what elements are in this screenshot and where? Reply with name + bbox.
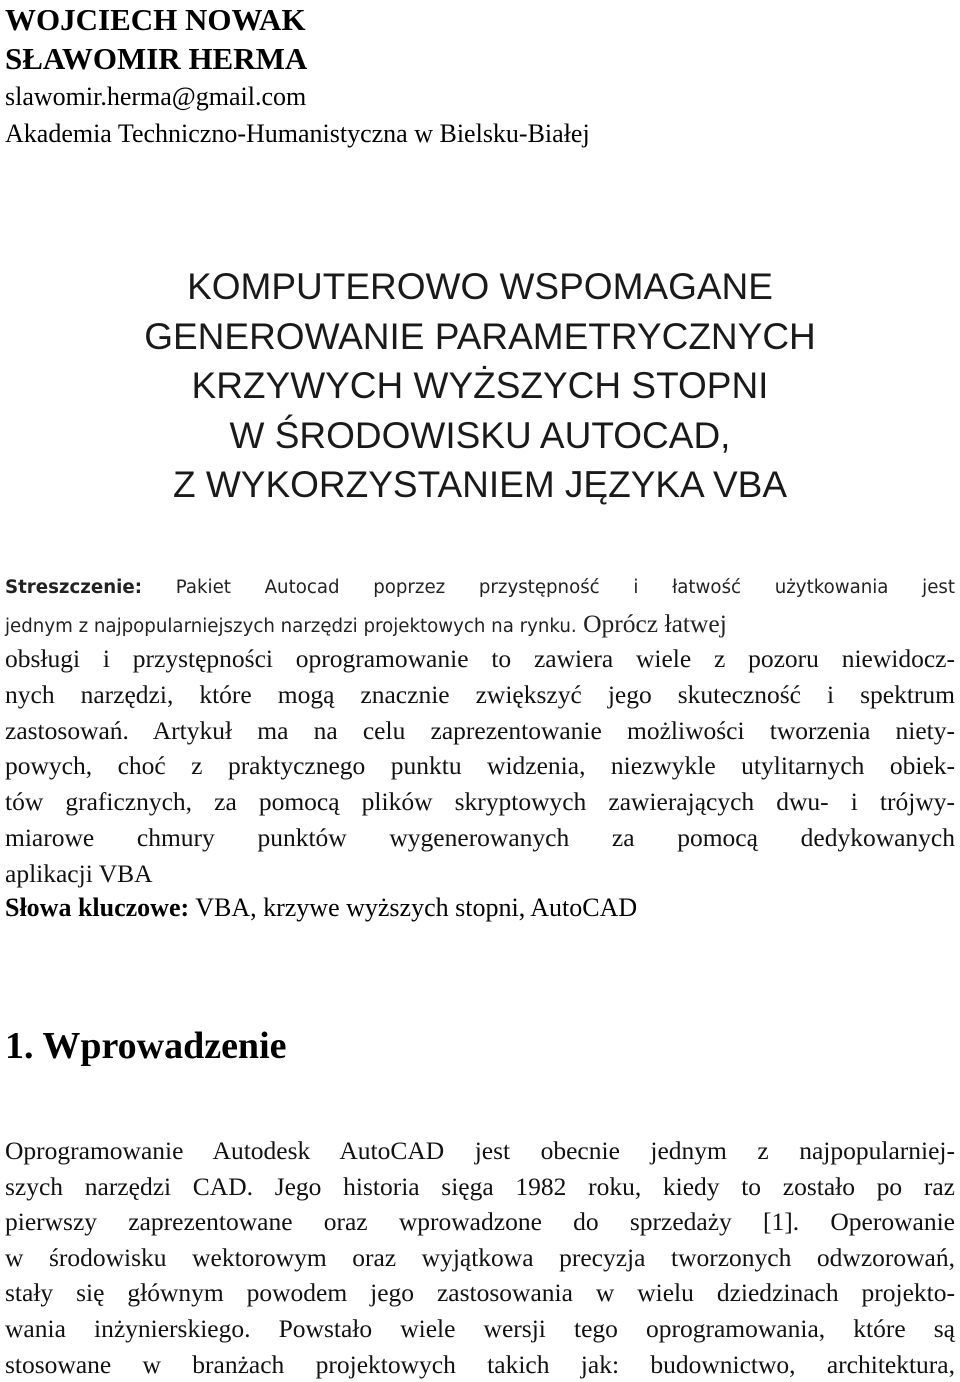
body-line: w środowisku wektorowym oraz wyjątkowa precyzja tworzonych odwzorowań, [5,1242,955,1272]
keywords-text: VBA, krzywe wyższych stopni, AutoCAD [189,893,638,922]
keywords [5,890,637,926]
abstract-text: jednym z najpopularniejszych narzędzi projektowych na rynku. [5,615,577,637]
body-line: stały się głównym powodem jego zastosowania w wielu dziedzinach projekto- [5,1278,955,1308]
body-line: wania inżynierskiego. Powstało wiele wersji tego oprogramowania, które są [5,1313,955,1343]
abstract-line-2 [5,606,955,642]
abstract-line: obsługi i przystępności oprogramowanie to zawiera wiele z pozoru niewidocz- [5,644,955,674]
abstract-line: aplikacji VBA [5,858,153,888]
body-line: Oprogramowanie Autodesk AutoCAD jest obecnie jednym z najpopularniej- [5,1136,955,1165]
body-line: pierwszy zaprezentowane oraz wprowadzone do sprzedaży [1]. Operowanie [5,1207,955,1237]
abstract-line: miarowe chmury punktów wygenerowanych za pomocą dedykowanych [5,822,955,852]
abstract-line [5,570,955,606]
title-line: KOMPUTEROWO WSPOMAGANE [187,266,773,307]
abstract-line: nych narzędzi, które mogą znacznie zwiększyć jego skuteczność i spektrum [5,680,955,710]
abstract-label: Streszczenie: [5,577,143,598]
title-line: GENEROWANIE PARAMETRYCZNYCH [144,315,816,357]
abstract-serif-part [5,641,955,891]
abstract-line: powych, choć z praktycznego punktu widzenia, niezwykle utylitarnych obiek- [5,751,955,781]
abstract-text: Pakiet Autocad poprzez przystępność i łatwość użytkowania jest [142,577,955,598]
author-email: slawomir.herma@gmail.com [5,82,307,111]
author-block [5,0,590,152]
abstract-text: Oprócz łatwej [576,608,727,638]
abstract-sans-part [5,570,955,606]
abstract-line: tów graficznych, za pomocą plików skryptowych zawierających dwu- i trójwy- [5,787,955,817]
keywords-label: Słowa kluczowe: [5,893,190,922]
title-line: Z WYKORZYSTANIEM JĘZYKA VBA [172,464,788,505]
author-name: WOJCIECH NOWAK [5,2,306,37]
paper-title [0,262,960,510]
body-line: stosowane w branżach projektowych takich jak: budownictwo, architektura, [5,1349,955,1379]
author-affiliation: Akademia Techniczno-Humanistyczna w Bielsku-Białej [5,119,590,148]
body-line: szych narzędzi CAD. Jego historia sięga 1982 roku, kiedy to zostało po raz [5,1171,955,1201]
title-line: W ŚRODOWISKU AUTOCAD, [229,414,731,456]
abstract-line: zastosowań. Artykuł ma na celu zaprezentowanie możliwości tworzenia niety- [5,715,955,745]
section-heading: 1. Wprowadzenie [5,1025,287,1067]
title-line: KRZYWYCH WYŻSZYCH STOPNI [191,365,769,406]
abstract-line [5,606,955,642]
section-body [5,1133,955,1382]
author-name: SŁAWOMIR HERMA [5,41,308,76]
